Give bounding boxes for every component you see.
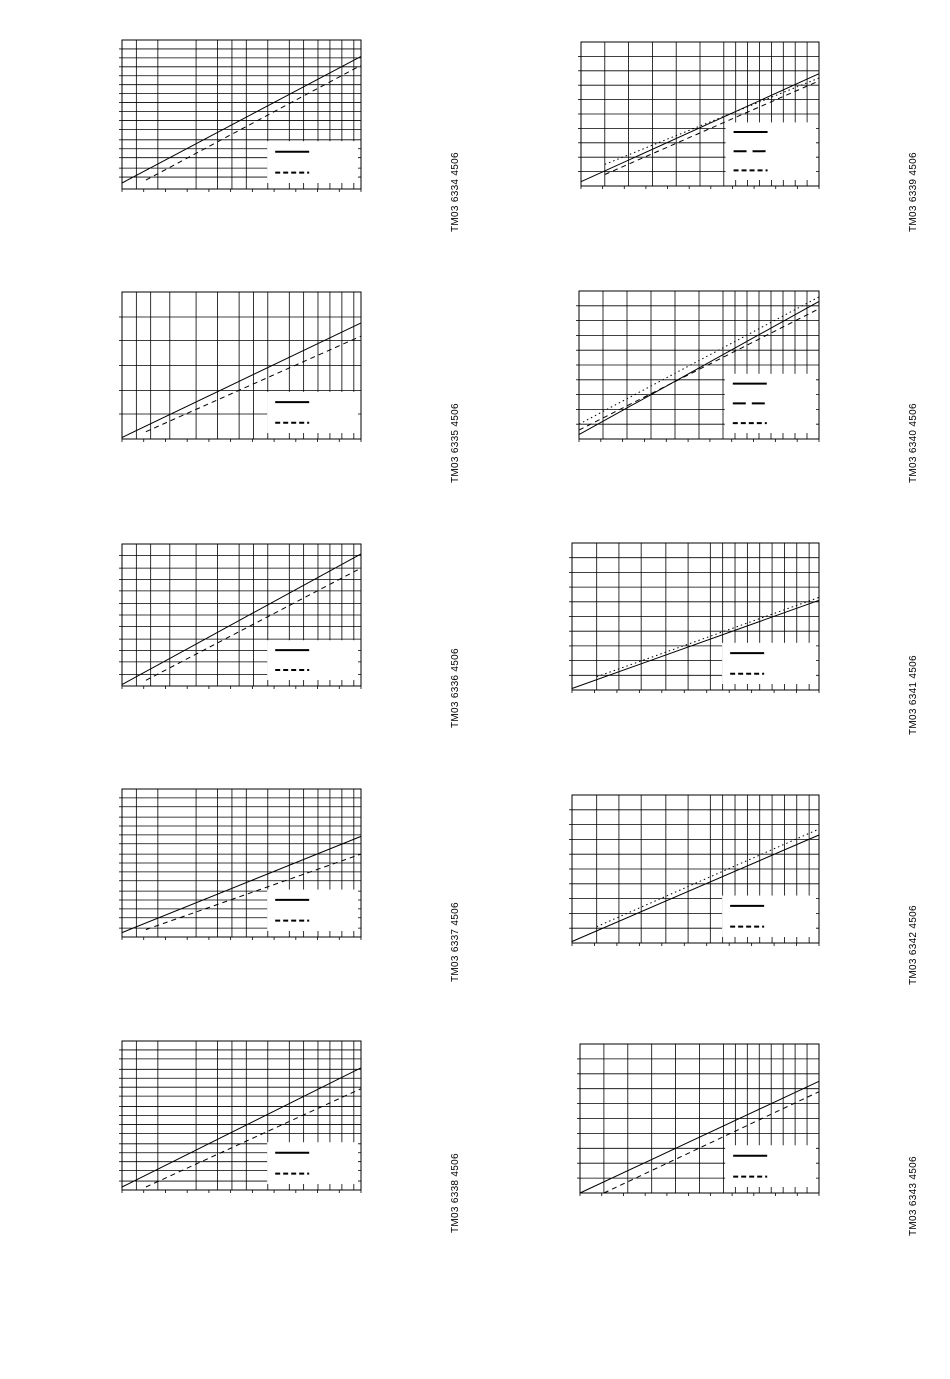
chart-2-svg [122, 292, 361, 443]
figure-code-7: TM03 6340 4506 [908, 403, 919, 483]
chart-10 [580, 1044, 819, 1193]
legend-box [267, 1142, 358, 1184]
chart-7-svg [579, 291, 819, 443]
figure-code-4: TM03 6337 4506 [450, 902, 461, 982]
figure-code-3: TM03 6336 4506 [450, 648, 461, 728]
figure-code-10: TM03 6343 4506 [908, 1156, 919, 1236]
chart-3-svg [122, 544, 361, 690]
chart-5 [122, 1041, 361, 1190]
figure-code-2: TM03 6335 4506 [450, 403, 461, 483]
chart-10-svg [580, 1044, 819, 1197]
legend-box [722, 896, 816, 937]
legend-box [267, 392, 358, 433]
chart-4 [122, 789, 361, 937]
chart-9-svg [572, 795, 819, 947]
figure-code-6: TM03 6339 4506 [908, 152, 919, 232]
chart-6 [581, 42, 819, 186]
chart-8 [572, 543, 819, 690]
legend-box [267, 890, 358, 931]
figure-code-9: TM03 6342 4506 [908, 905, 919, 985]
chart-6-svg [581, 42, 819, 190]
figure-code-8: TM03 6341 4506 [908, 655, 919, 735]
chart-2 [122, 292, 361, 439]
chart-7 [579, 291, 819, 439]
chart-1 [122, 40, 361, 189]
chart-4-svg [122, 789, 361, 941]
chart-8-svg [572, 543, 819, 694]
legend-box [722, 643, 816, 684]
chart-9 [572, 795, 819, 943]
chart-5-svg [122, 1041, 361, 1194]
legend-box [725, 1145, 816, 1187]
figure-code-5: TM03 6338 4506 [450, 1153, 461, 1233]
chart-1-svg [122, 40, 361, 193]
chart-3 [122, 544, 361, 686]
figure-code-1: TM03 6334 4506 [450, 152, 461, 232]
legend-box [267, 141, 358, 183]
legend-box [267, 640, 358, 680]
